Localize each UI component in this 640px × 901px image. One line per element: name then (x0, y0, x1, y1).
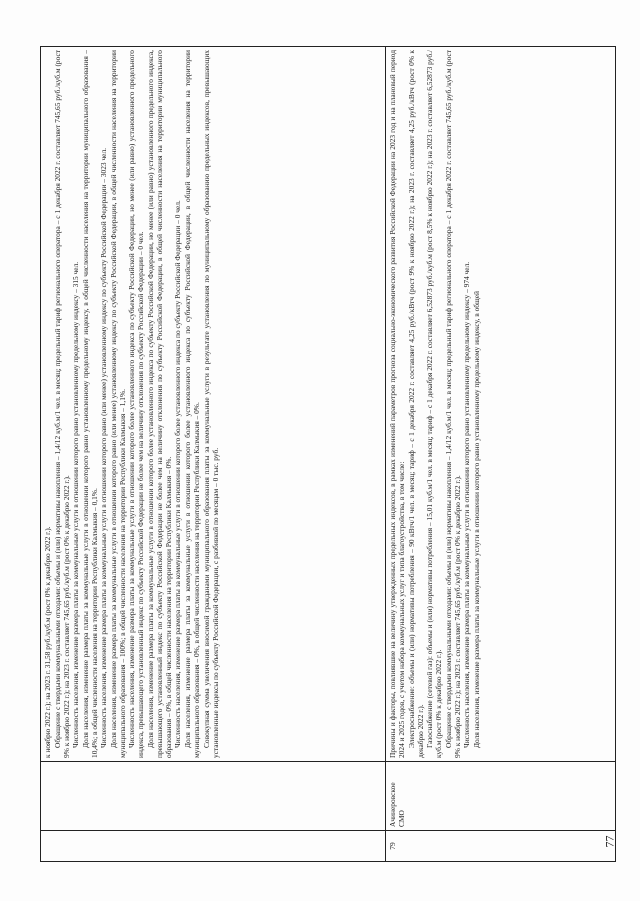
table-row (41, 47, 386, 862)
paragraph: Численность населения, изменение размера платы за коммунальные услуги в отношении которого равно установленному предельному индексу – 315 чел. (71, 261, 81, 748)
paragraph: Совокупная сумма увеличения вносимой гражданами муниципального образования платы за коммунальные услуги в результате установления по муниципальному образованию предельных индексов, превышающих установленные индексы по субъекту Российской Федерации, с разбивкой по месяцам – 0 тыс. руб. (201, 50, 220, 758)
municipality-cell (41, 762, 386, 831)
row-number-cell (41, 831, 386, 862)
description-cell (386, 47, 616, 762)
paragraph: Доля населения, изменение размера платы за коммунальные услуги в отношении которого более установленного индекса по субъекту Российской Федерации, в общей численности населения на территории муниципального образования – 0%, в общей численности населения на территории Республики Калмыкия – 0%. (182, 50, 201, 758)
page-number: 77 (602, 835, 617, 848)
paragraph: Доля населения, изменение размера платы за коммунальные услуги в отношении которого равно (или менее) установленному индексу по субъекту Российской Федерации, в общей численности населения на территории муниципального образования – 100%; в общей численности населения на территории Республики Калмыкия – 1,1%. (108, 50, 127, 758)
paragraph: к ноябрю 2022 г.); на 2023 г. 31,58 руб./куб.м (рост 0% к декабрю 2022 г.). (43, 526, 52, 758)
paragraph: Численность населения, изменение размера платы за коммунальные услуги в отношении которого равно (или менее) установленному индексу по субъекту Российской Федерации – 3023 чел. (99, 148, 109, 748)
description-cell (41, 47, 386, 762)
municipality-cell: Ачинеровское СМО (386, 762, 616, 831)
paragraph: Численность населения, изменение размера платы за коммунальные услуги в отношении которого более установленного индекса по субъекту Российской Федерации – 0 чел. (173, 200, 183, 748)
row-number-cell: 79 (386, 831, 616, 862)
paragraph: Доля населения, изменение размера платы за коммунальные услуги в отношении которого равно установленному предельному индексу, в общей (471, 291, 481, 748)
paragraph: Численность населения, изменение размера платы за коммунальные услуги в отношении которого более установленного индекса по субъекту Российской Федерации, но менее (или равно) установленного предельного индекса, превышающего установленный индекс по субъекту Российской Федерации не более чем на величину отклонения по субъекту Российской Федерации – 0 чел. (127, 50, 146, 758)
paragraph: Обращение с твердыми коммунальными отходами: объемы и (или) нормативы накопления – 1,4/12 куб.м/1 чел. в месяц; предельный тариф регионального оператора – с 1 декабря 2022 г. составляет 745,65 руб./куб.м (рост 9% к ноябрю 2022 г.); на 2023 г. составляет 745,65 руб./куб.м (рост 0% к декабрю 2022 г.). (443, 50, 462, 758)
paragraph: Доля населения, изменение размера платы за коммунальные услуги в отношении которого более установленного индекса по субъекту Российской Федерации, но менее (или равно) установленного предельного индекса, превышающего установленный индекс по субъекту Российской Федерации не более чем на величину отклонения по субъекту Российской Федерации, в общей численности населения на территории муниципального образования – 0%, в общей численности населения на территории Республики Калмыкия – 0%. (145, 50, 173, 758)
municipality-table (40, 46, 616, 862)
paragraph: Обращение с твердыми коммунальными отходами: объемы и (или) нормативы накопления – 1,4/12 куб.м/1 чел. в месяц; предельный тариф регионального оператора – с 1 декабря 2022 г. составляет 745,65 руб./куб.м (рост 9% к ноябрю 2022 г.); на 2023 г. составляет 745,65 руб./куб.м (рост 0% к декабрю 2022 г.). (52, 50, 71, 758)
paragraph: Причины и факторы, повлиявшие на величину утвержденных предельных индексов, в рамках изменений параметров прогноза социально-экономического развития Российской Федерации на 2023 год и на плановый период 2024 и 2025 годов, с учетом набора коммунальных услуг и типа благоустройства, в том числе: (388, 50, 407, 758)
paragraph: Доля населения, изменение размера платы за коммунальные услуги в отношении которого равно установленному предельному индексу, в общей численности населения на территории муниципального образования – 10,4%; в общей численности населения на территории Республики Калмыкия – 0,1%. (80, 50, 99, 758)
paragraph: Электроснабжение: объемы и (или) нормативы потребления – 90 кВтч/1 чел. в месяц; тариф – с 1 декабря 2022 г. составляет 4,25 руб./кВтч (рост 9% к ноябрю 2022 г.); на 2023 г. составляет 4,25 руб./кВтч (рост 0% к декабрю 2022 г.). (406, 50, 425, 758)
rotated-table-container (40, 46, 615, 862)
paragraph: Численность населения, изменение размера платы за коммунальные услуги в отношении которого равно установленному предельному индексу – 974 чел. (462, 261, 472, 748)
paragraph: Газоснабжение (сетевой газ): объемы и (или) нормативы потребления – 15,01 куб.м/1 чел. в месяц; тариф – с 1 декабря 2022 г. составляет 6,52873 руб./куб.м (рост 8,5% к ноябрю 2022 г.); на 2023 г. составляет 6,52873 руб./куб.м (рост 0% к декабрю 2022 г.). (425, 50, 444, 758)
table-row (386, 47, 616, 862)
